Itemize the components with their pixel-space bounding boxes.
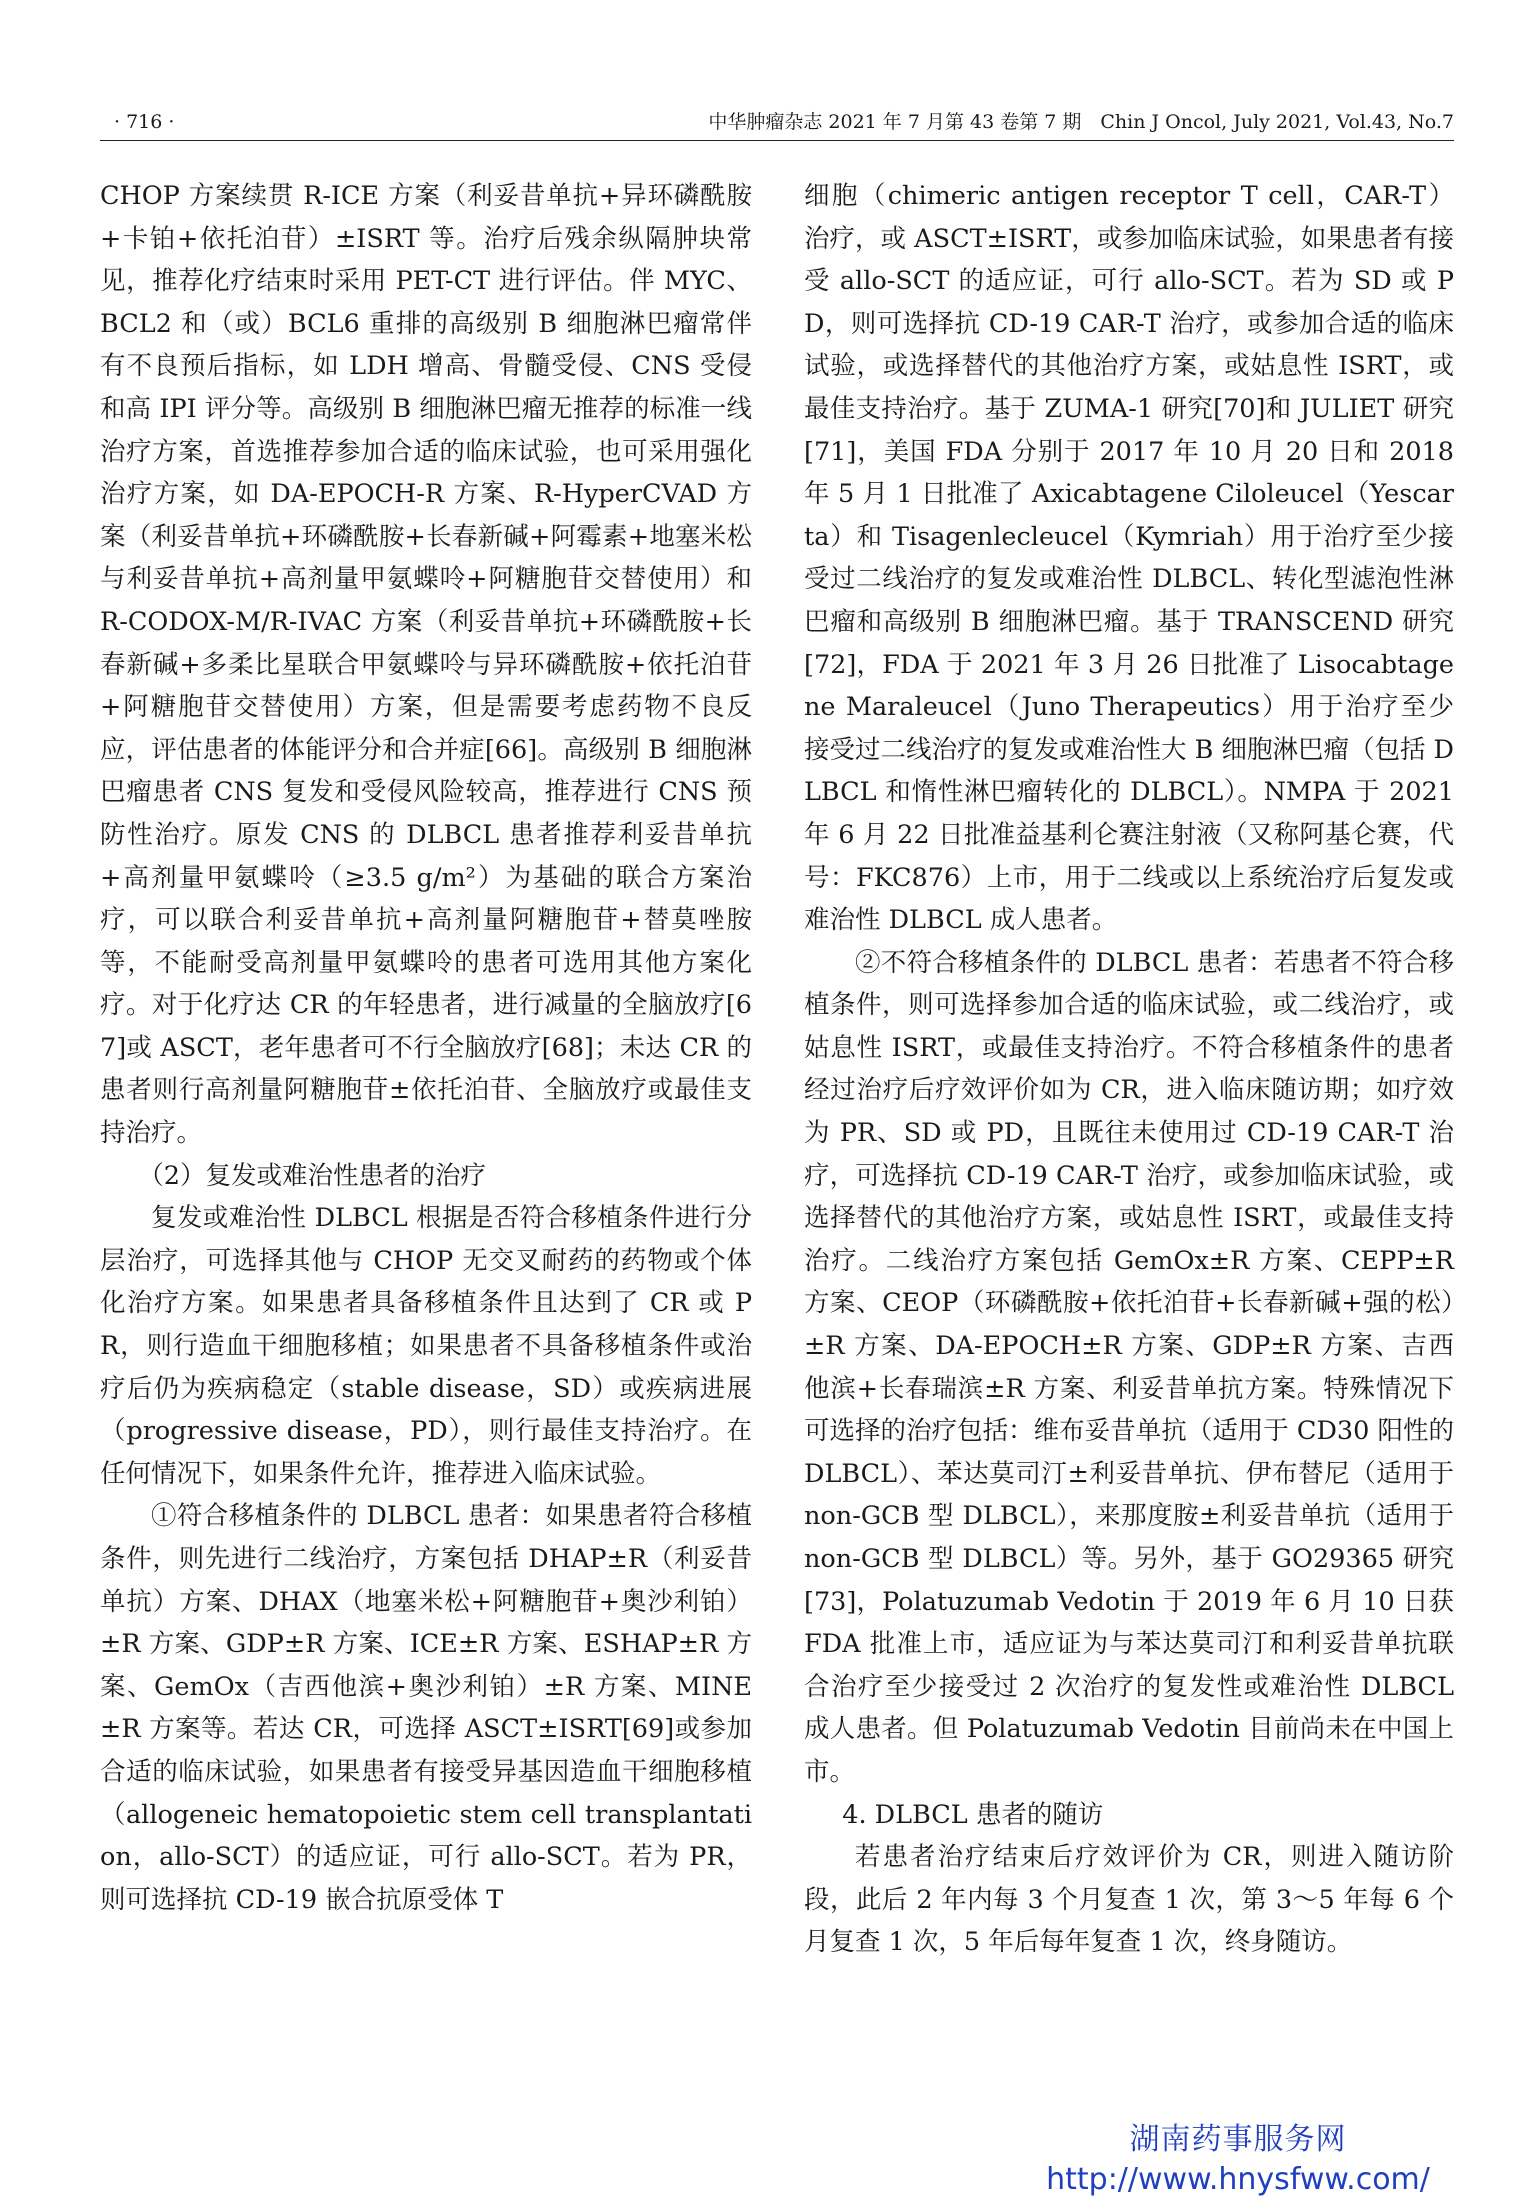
watermark-name: 湖南药事服务网 [1129, 2122, 1347, 2157]
journal-citation: 中华肿瘤杂志 2021 年 7 月第 43 卷第 7 期 Chin J Oncol, July 2021, Vol.43, No.7 [708, 111, 1454, 133]
left-column [100, 175, 752, 1921]
paragraph: ①符合移植条件的 DLBCL 患者：如果患者符合移植条件，则先进行二线治疗，方案包括 DHAP±R（利妥昔单抗）方案、DHAX（地塞米松+阿糖胞苷+奥沙利铂）±R 方案、GDP±R 方案、ICE±R 方案、ESHAP±R 方案、GemOx（吉西他滨+奥沙利铂）±R 方案、MINE±R 方案等。若达 CR，可选择 ASCT±ISRT[69]或参加合适的临床试验，如果患者有接受异基因造血干细胞移植（allogeneic hematopoietic stem cell transplantation，allo-SCT）的适应证，可行 allo-SCT。若为 PR，则可选择抗 CD-19 嵌合抗原受体 T [100, 1501, 752, 1915]
section-heading-followup: 4. DLBCL 患者的随访 [842, 1799, 1104, 1830]
paragraph: 复发或难治性 DLBCL 根据是否符合移植条件进行分层治疗，可选择其他与 CHOP 无交叉耐药的药物或个体化治疗方案。如果患者具备移植条件且达到了 CR 或 PR，则行造血干细胞移植；如果患者不具备移植条件或治疗后仍为疾病稳定（stable disease，SD）或疾病进展（progressive disease，PD），则行最佳支持治疗。在任何情况下，如果条件允许，推荐进入临床试验。 [100, 1203, 752, 1489]
right-column [804, 175, 1454, 1964]
page-number: · 716 · [114, 111, 175, 133]
watermark [1028, 2120, 1448, 2200]
paragraph-continued: CHOP 方案续贯 R-ICE 方案（利妥昔单抗+异环磷酰胺+卡铂+依托泊苷）±ISRT 等。治疗后残余纵隔肿块常见，推荐化疗结束时采用 PET-CT 进行评估。伴 MYC、BCL2 和（或）BCL6 重排的高级别 B 细胞淋巴瘤常伴有不良预后指标，如 LDH 增高、骨髓受侵、CNS 受侵和高 IPI 评分等。高级别 B 细胞淋巴瘤无推荐的标准一线治疗方案，首选推荐参加合适的临床试验，也可采用强化治疗方案，如 DA-EPOCH-R 方案、R-HyperCVAD 方案（利妥昔单抗+环磷酰胺+长春新碱+阿霉素+地塞米松与利妥昔单抗+高剂量甲氨蝶呤+阿糖胞苷交替使用）和 R-CODOX-M/R-IVAC 方案（利妥昔单抗+环磷酰胺+长春新碱+多柔比星联合甲氨蝶呤与异环磷酰胺+依托泊苷+阿糖胞苷交替使用）方案，但是需要考虑药物不良反应，评估患者的体能评分和合并症[66]。高级别 B 细胞淋巴瘤患者 CNS 复发和受侵风险较高，推荐进行 CNS 预防性治疗。原发 CNS 的 DLBCL 患者推荐利妥昔单抗+高剂量甲氨蝶呤（≥3.5 g/m²）为基础的联合方案治疗，可以联合利妥昔单抗+高剂量阿糖胞苷+替莫唑胺等，不能耐受高剂量甲氨蝶呤的患者可选用其他方案化疗。对于化疗达 CR 的年轻患者，进行减量的全脑放疗[67]或 ASCT，老年患者可不行全脑放疗[68]；未达 CR 的患者则行高剂量阿糖胞苷±依托泊苷、全脑放疗或最佳支持治疗。 [100, 181, 752, 1149]
subsection-heading-relapsed: （2）复发或难治性患者的治疗 [138, 1160, 486, 1191]
paragraph: 若患者治疗结束后疗效评价为 CR，则进入随访阶段，此后 2 年内每 3 个月复查 1 次，第 3～5 年每 6 个月复查 1 次，5 年后每年复查 1 次，终身随访。 [804, 1842, 1454, 1958]
paragraph-continued: 细胞（chimeric antigen receptor T cell，CAR-T）治疗，或 ASCT±ISRT，或参加临床试验，如果患者有接受 allo-SCT 的适应证，可行 allo-SCT。若为 SD 或 PD，则可选择抗 CD-19 CAR-T 治疗，或参加合适的临床试验，或选择替代的其他治疗方案，或姑息性 ISRT，或最佳支持治疗。基于 ZUMA-1 研究[70]和 JULIET 研究[71]，美国 FDA 分别于 2017 年 10 月 20 日和 2018 年 5 月 1 日批准了 Axicabtagene Ciloleucel（Yescarta）和 Tisagenlecleucel（Kymriah）用于治疗至少接受过二线治疗的复发或难治性 DLBCL、转化型滤泡性淋巴瘤和高级别 B 细胞淋巴瘤。基于 TRANSCEND 研究[72]，FDA 于 2021 年 3 月 26 日批准了 Lisocabtagene Maraleucel（Juno Therapeutics）用于治疗至少接受过二线治疗的复发或难治性大 B 细胞淋巴瘤（包括 DLBCL 和惰性淋巴瘤转化的 DLBCL）。NMPA 于 2021 年 6 月 22 日批准益基利仑赛注射液（又称阿基仑赛，代号：FKC876）上市，用于二线或以上系统治疗后复发或难治性 DLBCL 成人患者。 [804, 181, 1455, 936]
paragraph: ②不符合移植条件的 DLBCL 患者：若患者不符合移植条件，则可选择参加合适的临床试验，或二线治疗，或姑息性 ISRT，或最佳支持治疗。不符合移植条件的患者经过治疗后疗效评价如为 CR，进入临床随访期；如疗效为 PR、SD 或 PD，且既往未使用过 CD-19 CAR-T 治疗，可选择抗 CD-19 CAR-T 治疗，或参加临床试验，或选择替代的其他治疗方案，或姑息性 ISRT，或最佳支持治疗。二线治疗方案包括 GemOx±R 方案、CEPP±R 方案、CEOP（环磷酰胺+依托泊苷+长春新碱+强的松）±R 方案、DA-EPOCH±R 方案、GDP±R 方案、吉西他滨+长春瑞滨±R 方案、利妥昔单抗方案。特殊情况下可选择的治疗包括：维布妥昔单抗（适用于 CD30 阳性的 DLBCL）、苯达莫司汀±利妥昔单抗、伊布替尼（适用于 non-GCB 型 DLBCL），来那度胺±利妥昔单抗（适用于 non-GCB 型 DLBCL）等。另外，基于 GO29365 研究[73]，Polatuzumab Vedotin 于 2019 年 6 月 10 日获 FDA 批准上市，适应证为与苯达莫司汀和利妥昔单抗联合治疗至少接受过 2 次治疗的复发性或难治性 DLBCL 成人患者。但 Polatuzumab Vedotin 目前尚未在中国上市。 [804, 947, 1454, 1787]
running-header [100, 104, 1454, 141]
watermark-url[interactable]: http://www.hnysfww.com/ [1046, 2162, 1430, 2197]
